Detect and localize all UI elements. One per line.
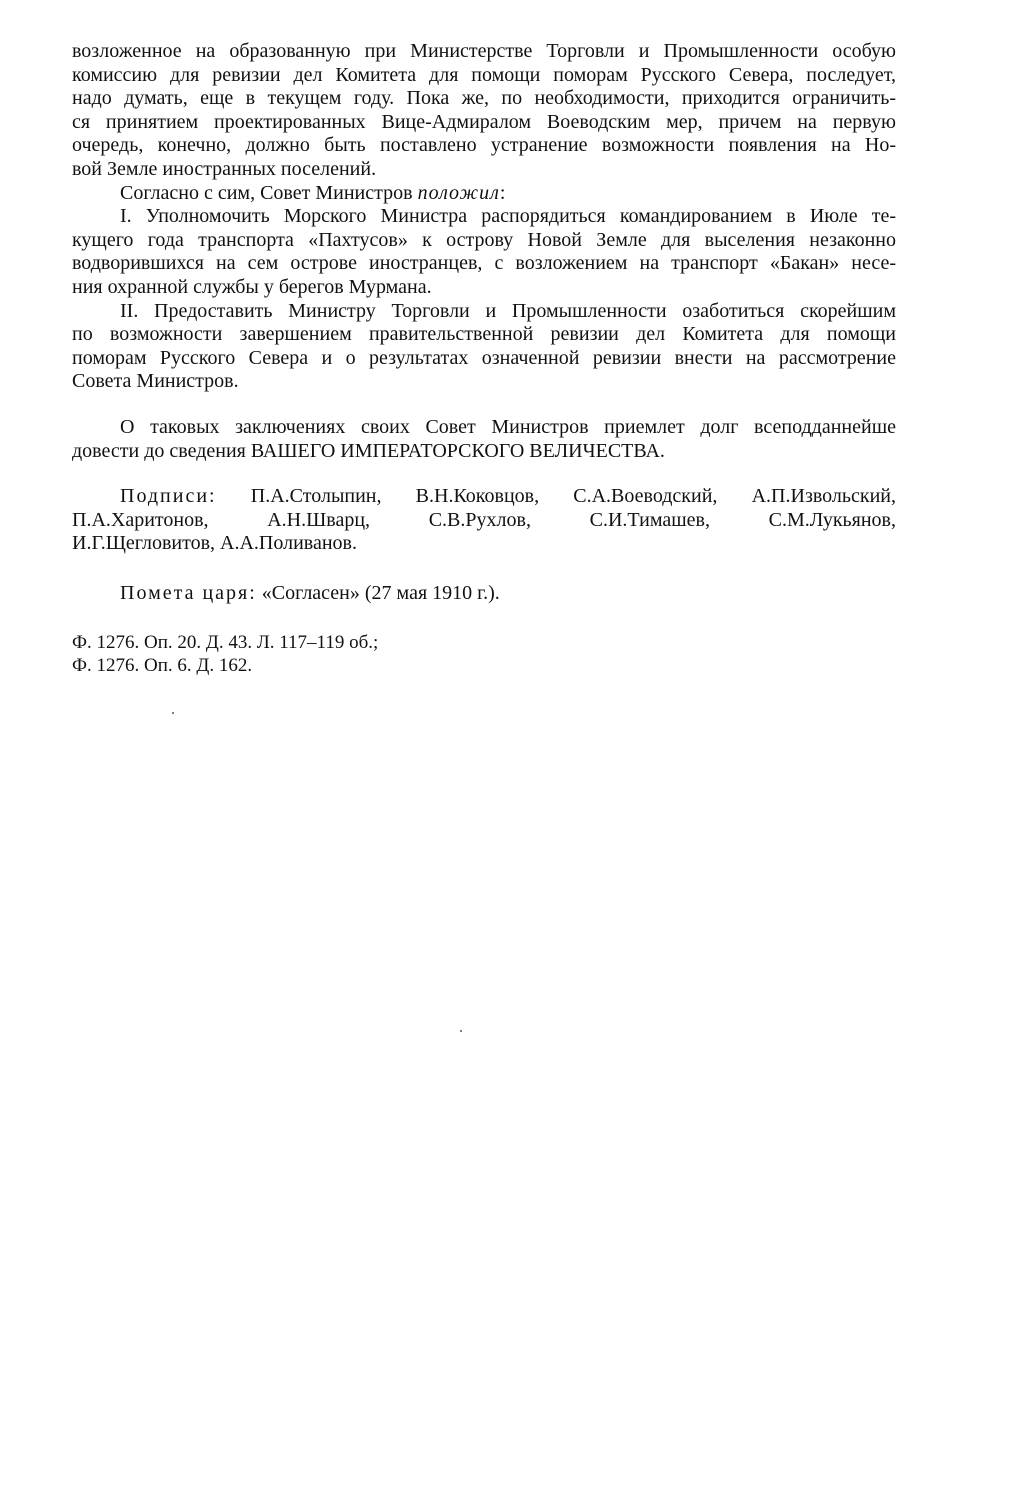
resolution-point-1 <box>72 205 896 299</box>
text-line: Совета Министров. <box>72 370 239 393</box>
archive-reference: Ф. 1276. Оп. 6. Д. 162. <box>72 655 253 677</box>
text-line: надо думать, еще в текущем году. Пока же, по необходимости, приходится ограничить- <box>72 87 896 110</box>
text-line: I. Уполномочить Морского Министра распорядиться командированием в Июле те- <box>120 205 896 228</box>
text-line: водворившихся на сем острове иностранцев, с возложением на транспорт «Бакан» несе- <box>72 252 896 275</box>
text-line: ся принятием проектированных Вице-Адмиралом Воеводским мер, причем на первую <box>72 110 896 133</box>
archive-references <box>72 631 896 677</box>
text-line: поморам Русского Севера и о результатах означенной ревизии внести на рассмотрение <box>72 346 896 369</box>
signature-names: П.А.Столыпин, В.Н.Коковцов, С.А.Воеводский, А.П.Извольский, <box>216 485 896 508</box>
text-line: возложенное на образованную при Министерстве Торговли и Промышленности особую <box>72 40 896 62</box>
resolution-lead: Согласно с сим, Совет Министров <box>120 181 418 204</box>
tsar-note-label: Помета царя: <box>120 581 257 604</box>
resolution-line <box>72 182 896 206</box>
archive-reference: Ф. 1276. Оп. 20. Д. 43. Л. 117–119 об.; <box>72 632 379 654</box>
scan-speck <box>460 1030 462 1032</box>
text-line: кущего года транспорта «Пахтусов» к острову Новой Земле для выселения незаконно <box>72 228 896 251</box>
signature-names: И.Г.Щегловитов, А.А.Поливанов. <box>72 532 357 555</box>
signatures-label: Подписи: <box>120 485 217 508</box>
text-line: О таковых заключениях своих Совет Министров приемлет долг всеподданнейше <box>120 415 896 438</box>
signatures <box>72 485 896 556</box>
resolution-verb: положил <box>417 181 500 204</box>
text-line: комиссию для ревизии дел Комитета для помощи поморам Русского Севера, последует, <box>72 63 896 86</box>
text-line: вой Земле иностранных поселений. <box>72 157 377 180</box>
text-line: по возможности завершением правительственной ревизии дел Комитета для помощи <box>72 323 896 346</box>
document-page <box>72 40 896 677</box>
signatures-first-line <box>72 485 896 509</box>
signature-names: П.А.Харитонов, А.Н.Шварц, С.В.Рухлов, С.И.Тимашев, С.М.Лукьянов, <box>72 508 896 531</box>
text-line: ния охранной службы у берегов Мурмана. <box>72 275 432 298</box>
resolution-colon: : <box>499 181 506 204</box>
text-line: очередь, конечно, должно быть поставлено устранение возможности появления на Но- <box>72 134 896 157</box>
text-line: довести до сведения ВАШЕГО ИМПЕРАТОРСКОГО ВЕЛИЧЕСТВА. <box>72 439 665 462</box>
scan-speck <box>172 712 174 714</box>
resolution-point-2 <box>72 300 896 394</box>
tsar-note <box>72 582 896 606</box>
conclusion <box>72 416 896 463</box>
tsar-note-text: «Согласен» (27 мая 1910 г.). <box>256 581 500 604</box>
paragraph-continuation <box>72 40 896 182</box>
text-line: II. Предоставить Министру Торговли и Промышленности озаботиться скорейшим <box>120 299 896 322</box>
